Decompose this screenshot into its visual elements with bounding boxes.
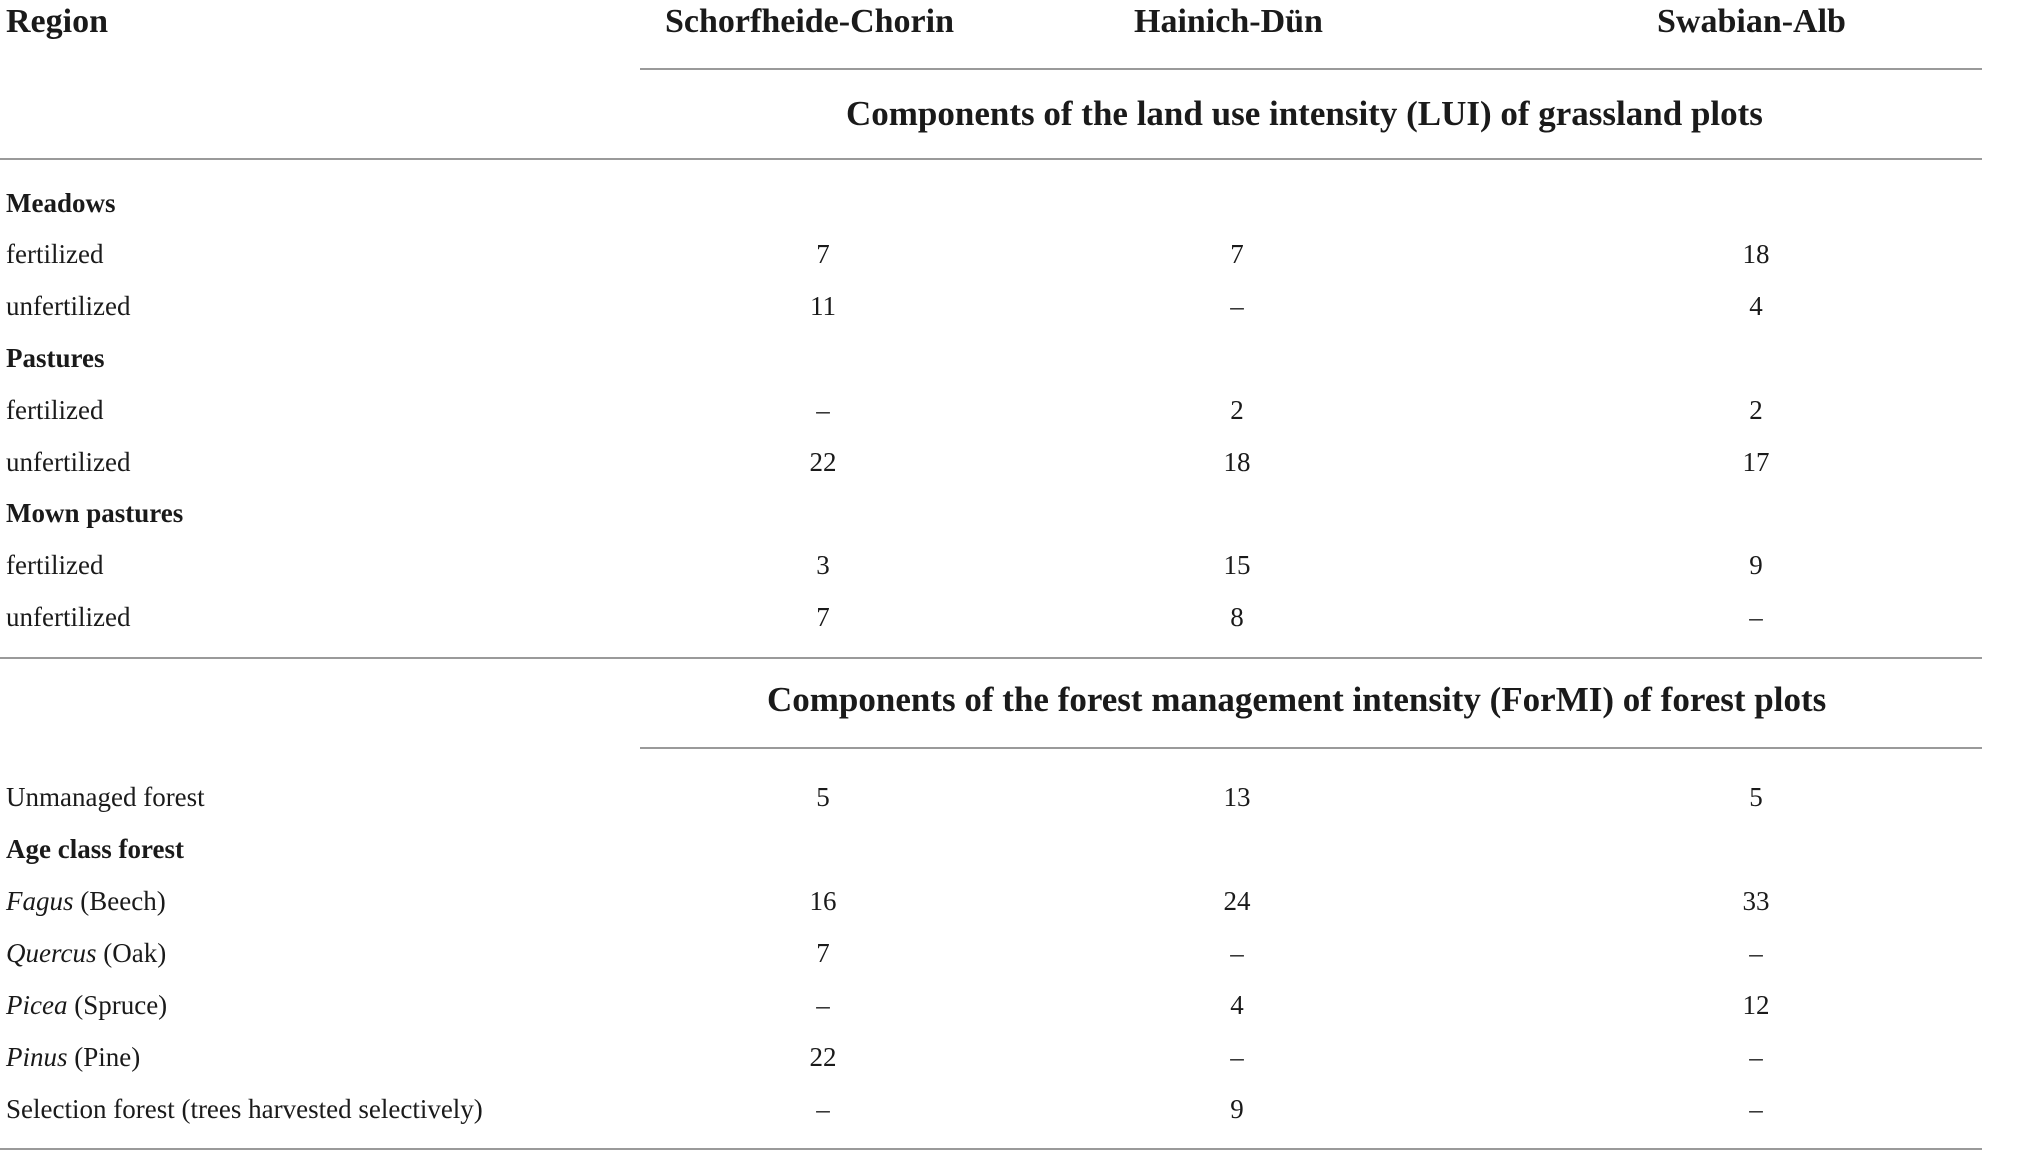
genus-quercus: Quercus	[6, 938, 97, 968]
row-label-mown-fertilized: fertilized	[6, 550, 104, 580]
forest-section-title: Components of the forest management intensity (ForMI) of forest plots	[767, 680, 1827, 719]
cell-fagus-schorfheide: 16	[809, 886, 837, 916]
cell-pastures-unfertilized-hainich: 18	[1223, 447, 1251, 477]
header-hainich-dun: Hainich-Dün	[1134, 3, 1323, 40]
group-label-mown-pastures: Mown pastures	[6, 498, 184, 528]
row-label-quercus	[6, 936, 166, 970]
row-label-pastures-unfertilized: unfertilized	[6, 447, 131, 477]
cell-quercus-hainich: –	[1230, 938, 1244, 968]
cell-selection-hainich: 9	[1230, 1094, 1244, 1124]
row-label-unmanaged-forest: Unmanaged forest	[6, 782, 205, 812]
group-label-pastures: Pastures	[6, 343, 105, 373]
common-pine: (Pine)	[67, 1042, 141, 1072]
cell-unmanaged-hainich: 13	[1223, 782, 1251, 812]
cell-picea-schorfheide: –	[816, 990, 830, 1020]
cell-pastures-fertilized-swabian: 2	[1749, 395, 1763, 425]
row-label-mown-unfertilized: unfertilized	[6, 602, 131, 632]
row-label-meadows-fertilized: fertilized	[6, 239, 104, 269]
row-label-pinus	[6, 1040, 140, 1074]
cell-mown-unfertilized-hainich: 8	[1230, 602, 1244, 632]
cell-fagus-swabian: 33	[1742, 886, 1770, 916]
cell-picea-swabian: 12	[1742, 990, 1770, 1020]
common-spruce: (Spruce)	[67, 990, 168, 1020]
cell-meadows-fertilized-swabian: 18	[1742, 239, 1770, 269]
cell-selection-schorfheide: –	[816, 1094, 830, 1124]
row-label-fagus	[6, 884, 166, 918]
cell-pastures-fertilized-hainich: 2	[1230, 395, 1244, 425]
header-schorfheide-chorin: Schorfheide-Chorin	[665, 3, 954, 40]
common-oak: (Oak)	[96, 938, 167, 968]
group-label-age-class-forest: Age class forest	[6, 834, 184, 864]
cell-mown-unfertilized-swabian: –	[1749, 602, 1763, 632]
header-rule	[640, 68, 1982, 70]
cell-meadows-unfertilized-hainich: –	[1230, 291, 1244, 321]
cell-mown-fertilized-hainich: 15	[1223, 550, 1251, 580]
cell-meadows-unfertilized-swabian: 4	[1749, 291, 1763, 321]
cell-mown-fertilized-swabian: 9	[1749, 550, 1763, 580]
cell-pinus-swabian: –	[1749, 1042, 1763, 1072]
cell-quercus-swabian: –	[1749, 938, 1763, 968]
cell-pastures-unfertilized-schorfheide: 22	[809, 447, 837, 477]
cell-mown-fertilized-schorfheide: 3	[816, 550, 830, 580]
cell-unmanaged-swabian: 5	[1749, 782, 1763, 812]
common-beech: (Beech)	[73, 886, 166, 916]
cell-meadows-fertilized-schorfheide: 7	[816, 239, 830, 269]
genus-pinus: Pinus	[6, 1042, 68, 1072]
row-label-meadows-unfertilized: unfertilized	[6, 291, 131, 321]
cell-pinus-hainich: –	[1230, 1042, 1244, 1072]
grassland-rule	[0, 158, 1982, 160]
cell-quercus-schorfheide: 7	[816, 938, 830, 968]
cell-unmanaged-schorfheide: 5	[816, 782, 830, 812]
cell-mown-unfertilized-schorfheide: 7	[816, 602, 830, 632]
cell-fagus-hainich: 24	[1223, 886, 1251, 916]
row-label-selection-forest: Selection forest (trees harvested selectively)	[6, 1094, 483, 1124]
genus-fagus: Fagus	[6, 886, 74, 916]
group-label-meadows: Meadows	[6, 188, 116, 218]
cell-picea-hainich: 4	[1230, 990, 1244, 1020]
table-bottom-rule	[0, 1148, 1982, 1150]
forest-rule-top	[0, 657, 1982, 659]
row-label-pastures-fertilized: fertilized	[6, 395, 104, 425]
grassland-section-title: Components of the land use intensity (LUI) of grassland plots	[846, 94, 1763, 133]
cell-pastures-fertilized-schorfheide: –	[816, 395, 830, 425]
cell-selection-swabian: –	[1749, 1094, 1763, 1124]
header-region: Region	[6, 3, 108, 40]
genus-picea: Picea	[6, 990, 68, 1020]
cell-meadows-fertilized-hainich: 7	[1230, 239, 1244, 269]
header-swabian-alb: Swabian-Alb	[1657, 3, 1846, 40]
cell-pastures-unfertilized-swabian: 17	[1742, 447, 1770, 477]
cell-pinus-schorfheide: 22	[809, 1042, 837, 1072]
forest-rule	[640, 747, 1982, 749]
row-label-picea	[6, 988, 167, 1022]
cell-meadows-unfertilized-schorfheide: 11	[810, 291, 836, 321]
